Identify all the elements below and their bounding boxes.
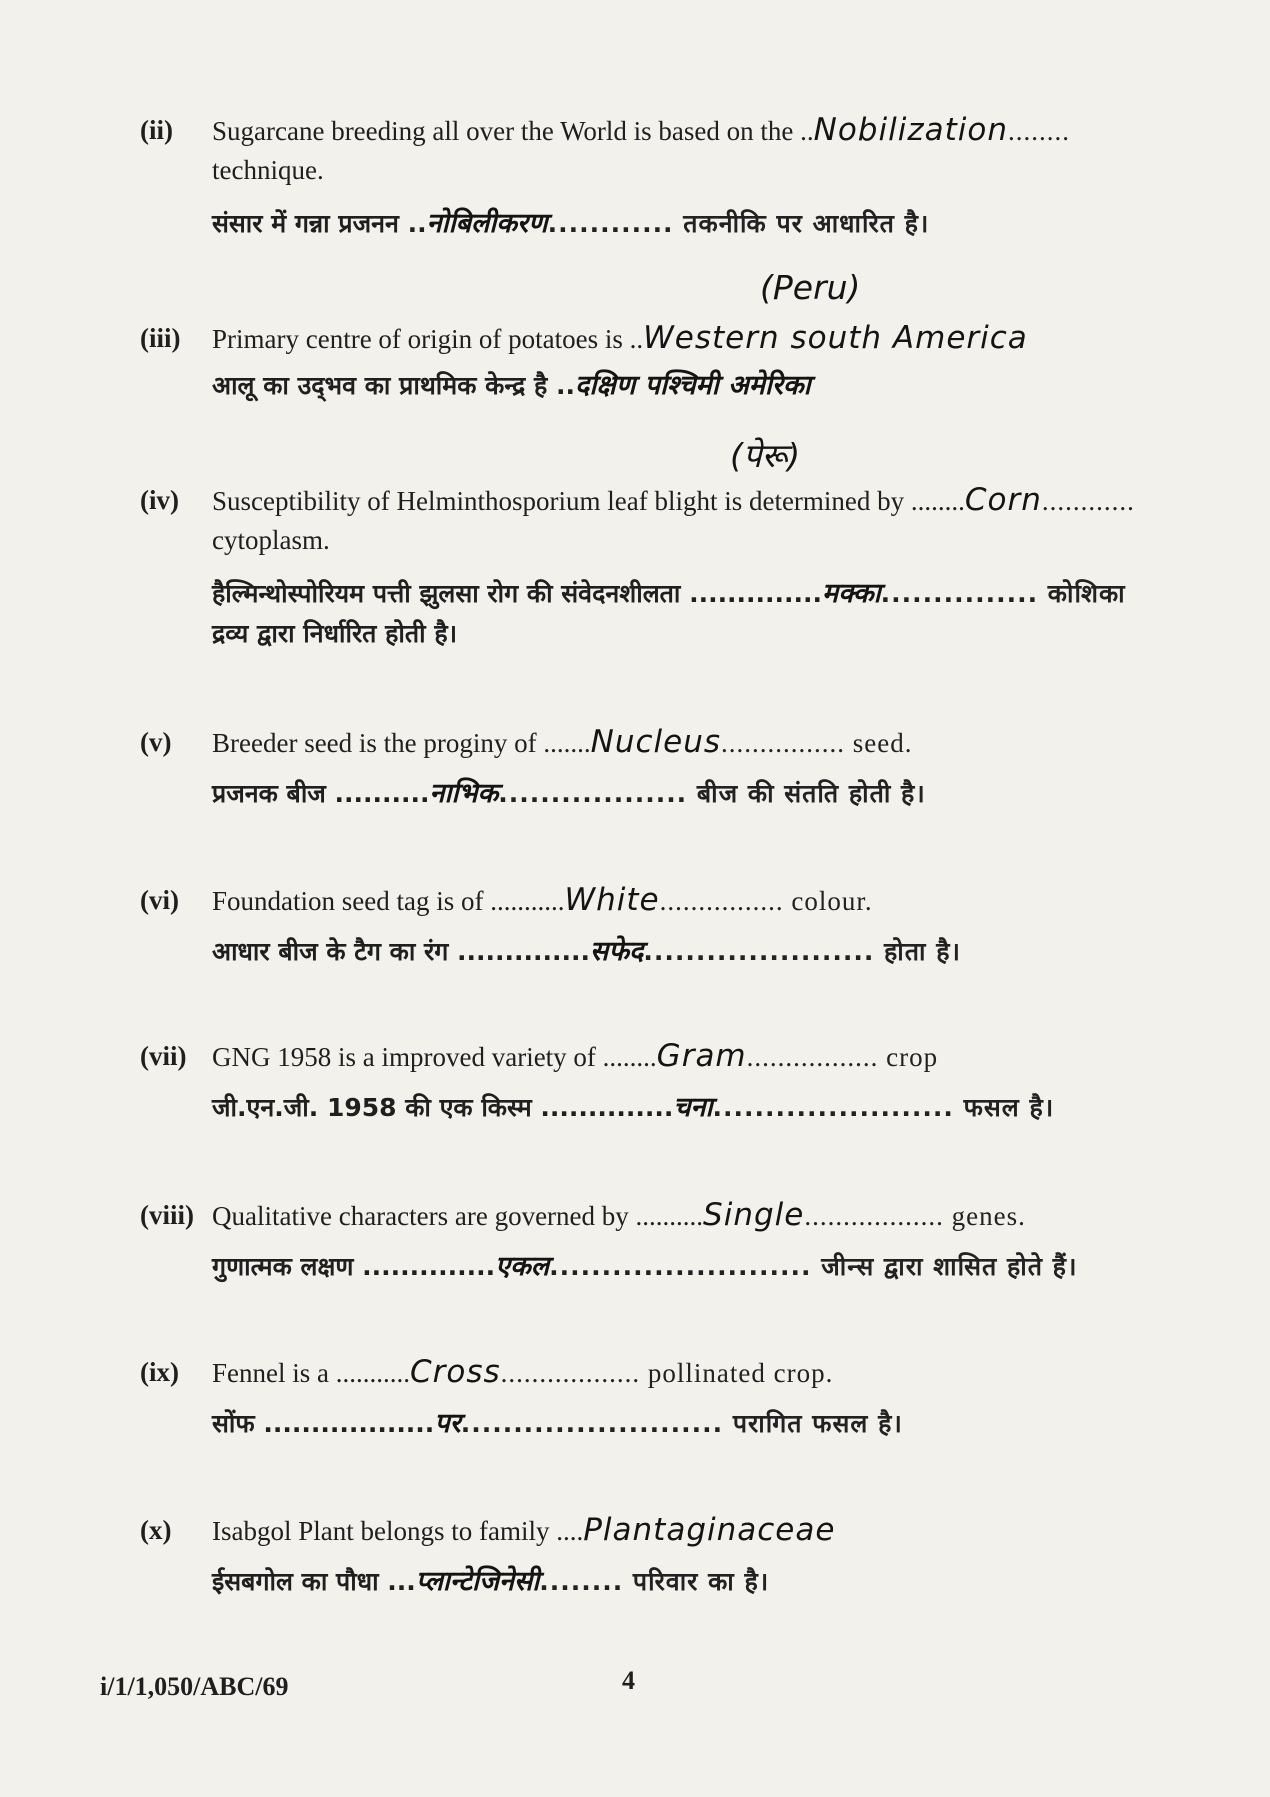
- question-text-en: Fennel is a ...........Cross.................. pollinated crop.: [212, 1354, 834, 1390]
- handwritten-answer-hi: प्लान्टेजिनेसी: [415, 1566, 540, 1597]
- question-vii: [140, 1036, 1250, 1128]
- question-text-en: Isabgol Plant belongs to family ....Plantaginaceae: [212, 1512, 836, 1548]
- question-text-en-continued: technique.: [212, 155, 324, 185]
- question-ii: [140, 110, 1250, 244]
- question-v: [140, 722, 1250, 814]
- question-text-hi: गुणात्मक लक्षण ..............एकल......................... जीन्स द्वारा शासित होते हैं।: [212, 1251, 1078, 1282]
- handwritten-answer-hi: नोबिलीकरण: [426, 208, 548, 239]
- question-number: (iv): [140, 485, 179, 515]
- question-vi: [140, 880, 1250, 972]
- question-text-en: Susceptibility of Helminthosporium leaf blight is determined by ........Corn............: [212, 482, 1135, 518]
- question-text-hi: आलू का उद्‌भव का प्राथमिक केन्द्र है ..दक्षिण पश्चिमी अमेरिका: [212, 370, 811, 401]
- question-text-en: Primary centre of origin of potatoes is ..Western south America: [212, 320, 1028, 356]
- handwritten-note-peru: (Peru): [760, 268, 861, 307]
- question-text-hi: प्रजनक बीज ..........नाभिक.................. बीज की संतति होती है।: [212, 778, 926, 809]
- question-number: (viii): [140, 1200, 194, 1230]
- handwritten-answer-hi: नाभिक: [429, 778, 499, 809]
- handwritten-answer-hi: सफेद: [589, 936, 644, 967]
- question-text-en: Foundation seed tag is of ...........White................ colour.: [212, 882, 873, 918]
- handwritten-answer-en: Corn: [964, 482, 1042, 518]
- question-ix: [140, 1352, 1250, 1444]
- handwritten-answer-en: Nobilization: [813, 112, 1008, 148]
- question-number: (ix): [140, 1357, 179, 1387]
- page-number: 4: [622, 1666, 635, 1695]
- handwritten-answer-en: Plantaginaceae: [583, 1512, 836, 1548]
- handwritten-answer-en: Gram: [656, 1038, 747, 1074]
- question-text-hi: सोंफ ..................पर......................... परागित फसल है।: [212, 1408, 903, 1439]
- handwritten-answer-en: Nucleus: [590, 724, 722, 760]
- question-text-en: Qualitative characters are governed by ..........Single.................. genes.: [212, 1197, 1026, 1233]
- handwritten-answer-hi: दक्षिण पश्चिमी अमेरिका: [575, 370, 811, 401]
- question-viii: [140, 1195, 1250, 1287]
- question-text-en-continued: cytoplasm.: [212, 525, 330, 555]
- handwritten-answer-en: Cross: [409, 1354, 501, 1390]
- question-text-hi: संसार में गन्ना प्रजनन ..नोबिलीकरण............ तकनीकि पर आधारित है।: [212, 208, 930, 239]
- question-text-en: GNG 1958 is a improved variety of ........Gram................. crop: [212, 1038, 939, 1074]
- question-text-hi: आधार बीज के टैग का रंग ..............सफेद...................... होता है।: [212, 936, 961, 967]
- handwritten-answer-hi: पर: [434, 1408, 461, 1439]
- question-x: [140, 1510, 1250, 1602]
- handwritten-answer-en: Western south America: [643, 320, 1028, 356]
- handwritten-answer-en: White: [564, 882, 660, 918]
- question-iv: [140, 480, 1250, 654]
- question-number: (vii): [140, 1041, 187, 1071]
- paper-code: i/1/1,050/ABC/69: [100, 1672, 289, 1701]
- question-text-hi: ईसबगोल का पौधा ...प्लान्टेजिनेसी........ परिवार का है।: [212, 1566, 770, 1597]
- question-number: (iii): [140, 323, 181, 353]
- handwritten-answer-en: Single: [703, 1197, 805, 1233]
- question-text-hi-continued: द्रव्य द्वारा निर्धारित होती है।: [212, 619, 458, 648]
- question-number: (x): [140, 1515, 172, 1545]
- question-number: (vi): [140, 885, 179, 915]
- handwritten-note-peru-hi: (पेरू): [730, 436, 801, 475]
- handwritten-answer-hi: एकल: [495, 1251, 550, 1282]
- handwritten-answer-hi: चना: [673, 1092, 713, 1123]
- question-text-hi: जी.एन.जी. 1958 की एक किस्म ..............चना....................... फसल है।: [212, 1092, 1055, 1123]
- question-text-en: Breeder seed is the proginy of .......Nucleus................ seed.: [212, 724, 913, 760]
- handwritten-answer-hi: मक्का: [822, 578, 881, 609]
- question-iii: [140, 318, 1250, 406]
- question-text-hi: हैल्मिन्थोस्पोरियम पत्ती झुलसा रोग की संवेदनशीलता ..............मक्का............... कोशिका: [212, 578, 1126, 609]
- question-number: (v): [140, 727, 172, 757]
- question-number: (ii): [140, 115, 173, 145]
- question-text-en: Sugarcane breeding all over the World is based on the ..Nobilization........: [212, 112, 1070, 148]
